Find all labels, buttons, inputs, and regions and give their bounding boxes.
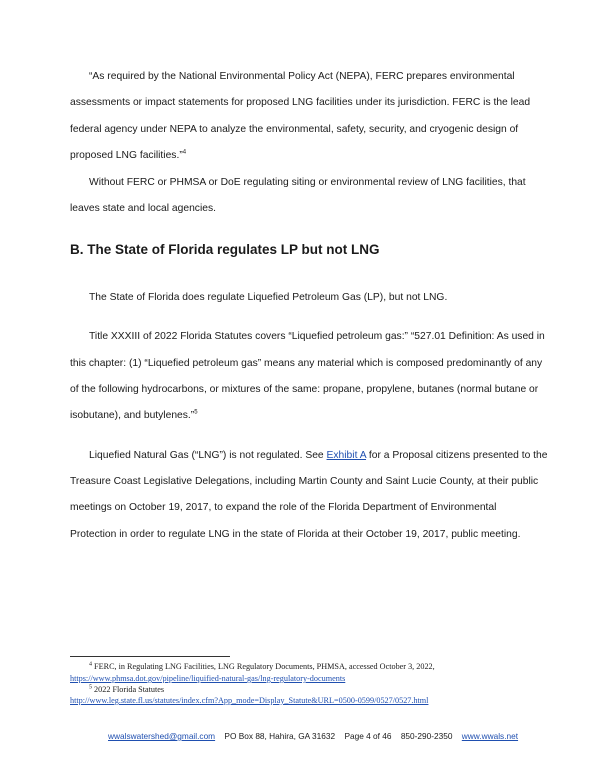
footnote-4 [89, 661, 435, 672]
footer-address: PO Box 88, Hahira, GA 31632 [224, 731, 336, 741]
footnote-5-text: 2022 Florida Statutes [92, 685, 165, 694]
paragraph-1-line-4 [70, 149, 186, 163]
paragraph-5-line-1 [89, 449, 547, 463]
footnote-4-mark: 4 [89, 661, 92, 668]
footnote-ref-4[interactable]: 4 [182, 149, 187, 156]
paragraph-1-line-3: federal agency under NEPA to analyze the environmental, safety, security, and cryogenic design of [70, 124, 519, 135]
paragraph-5-line-4: Protection in order to regulate LNG in the state of Florida at their October 19, 2017, public meeting. [70, 529, 521, 540]
page-footer [108, 731, 518, 741]
section-heading: B. The State of Florida regulates LP but not LNG [70, 242, 380, 257]
footer-page-number: Page 4 of 46 [344, 731, 392, 741]
paragraph-4-text: isobutane), and butylenes.” [70, 410, 195, 421]
footnote-5-mark: 5 [89, 684, 92, 691]
paragraph-1-text: proposed LNG facilities.” [70, 150, 183, 161]
footnote-5-link[interactable]: http://www.leg.state.fl.us/statutes/index.cfm?App_mode=Display_Statute&URL=0500-0599/0527/0527.html [70, 696, 429, 705]
footnote-4-link-line [70, 673, 345, 684]
paragraph-4-line-4 [70, 409, 198, 423]
footnote-divider [70, 656, 230, 657]
paragraph-5-line-3: meetings on October 19, 2017, to expand the role of the Florida Department of Environmental [70, 502, 497, 513]
paragraph-5-text-after: for a Proposal citizens presented to the [366, 450, 548, 461]
footer-phone: 850-290-2350 [400, 731, 453, 741]
footer-email-link[interactable]: wwalswatershed@gmail.com [108, 731, 216, 741]
footnote-ref-5[interactable]: 5 [194, 409, 198, 416]
paragraph-1-line-2: assessments or impact statements for proposed LNG facilities under its jurisdiction. FERC is the lead [70, 97, 531, 108]
footnote-4-link[interactable]: https://www.phmsa.dot.gov/pipeline/liquified-natural-gas/lng-regulatory-documents [70, 674, 346, 683]
paragraph-4-line-1: Title XXXIII of 2022 Florida Statutes covers “Liquefied petroleum gas:” “527.01 Definition: As used in [89, 331, 545, 342]
paragraph-5-text-before: Liquefied Natural Gas (“LNG”) is not regulated. See [89, 450, 327, 461]
paragraph-5-line-2: Treasure Coast Legislative Delegations, including Martin County and Saint Lucie County, at their public [70, 476, 539, 487]
exhibit-a-link[interactable]: Exhibit A [326, 450, 367, 461]
paragraph-2-line-2: leaves state and local agencies. [70, 203, 216, 214]
footer-website-link[interactable]: www.wwals.net [461, 731, 519, 741]
paragraph-3: The State of Florida does regulate Liquefied Petroleum Gas (LP), but not LNG. [89, 292, 448, 303]
paragraph-4-line-3: of the following hydrocarbons, or mixtures of the same: propane, propylene, butanes (normal butane or [70, 384, 539, 395]
paragraph-4-line-2: this chapter: (1) “Liquefied petroleum gas” means any material which is composed predominantly of any [70, 358, 543, 369]
footnote-4-text: FERC, in Regulating LNG Facilities, LNG Regulatory Documents, PHMSA, accessed October 3, 2022, [92, 662, 435, 671]
paragraph-1-line-1: “As required by the National Environmental Policy Act (NEPA), FERC prepares environmental [89, 71, 515, 82]
paragraph-2-line-1: Without FERC or PHMSA or DoE regulating siting or environmental review of LNG facilities, that [89, 177, 526, 188]
footnote-5-link-line [70, 695, 428, 706]
footnote-5 [89, 684, 164, 695]
